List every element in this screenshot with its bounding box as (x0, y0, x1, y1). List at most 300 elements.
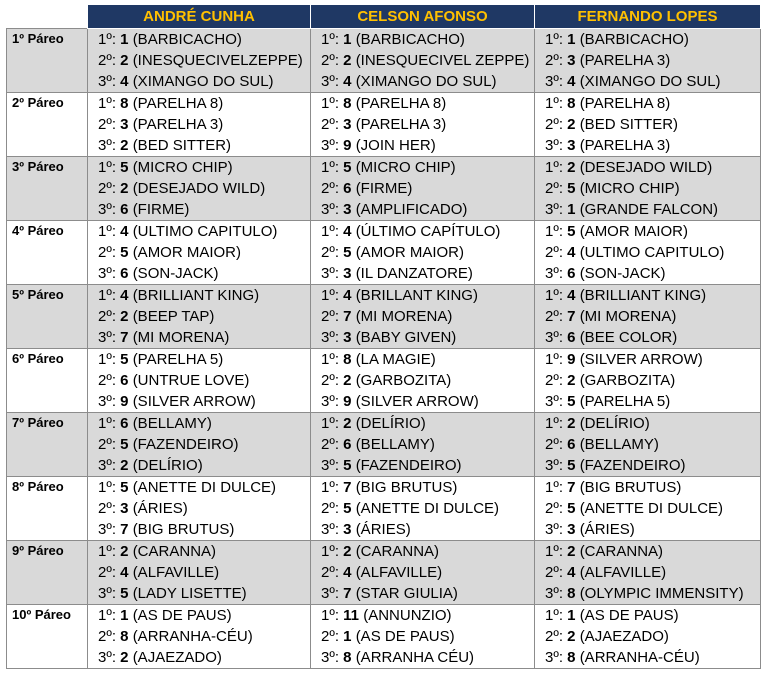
horse-name: (SILVER ARROW) (355, 393, 479, 410)
horse-number: 2 (120, 180, 129, 197)
horse-number: 2 (120, 137, 129, 154)
horse-number: 6 (343, 436, 352, 453)
horse-number: 1 (567, 31, 576, 48)
horse-name: (AS DE PAUS) (132, 607, 232, 624)
horse-name: (MICRO CHIP) (132, 159, 233, 176)
horse-number: 5 (343, 500, 352, 517)
horse-number: 5 (120, 436, 129, 453)
race-label: 9º Páreo (7, 541, 88, 605)
position-label: 3º: (321, 265, 339, 282)
pick-cell (311, 221, 535, 285)
position-label: 2º: (545, 372, 563, 389)
table-row (7, 349, 761, 413)
position-label: 1º: (98, 287, 116, 304)
position-label: 1º: (321, 543, 339, 560)
position-label: 1º: (98, 479, 116, 496)
pick-line (535, 434, 760, 455)
position-label: 2º: (98, 180, 116, 197)
horse-number: 6 (120, 415, 129, 432)
horse-number: 4 (343, 564, 352, 581)
horse-number: 5 (120, 244, 129, 261)
horse-name: (CARANNA) (355, 543, 440, 560)
horse-name: (ULTIMO CAPITULO) (132, 223, 278, 240)
position-label: 2º: (321, 308, 339, 325)
pick-line (88, 477, 310, 498)
horse-name: (BABY GIVEN) (355, 329, 457, 346)
horse-number: 5 (567, 180, 576, 197)
pick-line (535, 605, 760, 626)
horse-name: (AMPLIFICADO) (355, 201, 468, 218)
horse-name: (BRILLIANT KING) (579, 287, 707, 304)
pick-line (535, 199, 760, 220)
table-row (7, 541, 761, 605)
horse-number: 3 (343, 329, 352, 346)
position-label: 2º: (545, 628, 563, 645)
horse-name: (AJAEZADO) (132, 649, 222, 666)
horse-name: (BARBICACHO) (355, 31, 465, 48)
position-label: 3º: (98, 73, 116, 90)
pick-line (311, 327, 534, 348)
horse-name: (DELÍRIO) (579, 415, 650, 432)
position-label: 2º: (98, 52, 116, 69)
horse-number: 2 (120, 52, 129, 69)
pick-line (88, 605, 310, 626)
pick-line (311, 306, 534, 327)
horse-number: 9 (120, 393, 129, 410)
pick-line (311, 647, 534, 668)
position-label: 3º: (321, 521, 339, 538)
horse-name: (DELÍRIO) (355, 415, 426, 432)
pick-line (311, 477, 534, 498)
horse-number: 2 (343, 415, 352, 432)
horse-number: 5 (567, 223, 576, 240)
pick-line (535, 242, 760, 263)
horse-name: (BELLAMY) (579, 436, 659, 453)
horse-name: (ANETTE DI DULCE) (132, 479, 277, 496)
horse-name: (FAZENDEIRO) (132, 436, 239, 453)
horse-number: 9 (343, 393, 352, 410)
position-label: 1º: (545, 415, 563, 432)
position-label: 1º: (545, 607, 563, 624)
horse-number: 7 (567, 479, 576, 496)
pick-cell (88, 605, 311, 669)
horse-number: 4 (120, 73, 129, 90)
position-label: 3º: (321, 137, 339, 154)
position-label: 1º: (98, 159, 116, 176)
pick-line (88, 327, 310, 348)
horse-number: 5 (567, 457, 576, 474)
horse-number: 1 (120, 607, 129, 624)
pick-line (311, 199, 534, 220)
pick-line (88, 647, 310, 668)
horse-number: 4 (120, 223, 129, 240)
position-label: 2º: (98, 564, 116, 581)
horse-name: (BED SITTER) (132, 137, 232, 154)
pick-line (535, 263, 760, 284)
position-label: 2º: (545, 180, 563, 197)
pick-line (535, 562, 760, 583)
position-label: 2º: (545, 564, 563, 581)
pick-line (535, 221, 760, 242)
horse-name: (SILVER ARROW) (579, 351, 703, 368)
pick-line (535, 498, 760, 519)
position-label: 3º: (321, 393, 339, 410)
horse-number: 2 (120, 457, 129, 474)
position-label: 3º: (98, 649, 116, 666)
position-label: 2º: (321, 116, 339, 133)
horse-name: (ANETTE DI DULCE) (355, 500, 500, 517)
race-label: 4º Páreo (7, 221, 88, 285)
pick-cell (88, 541, 311, 605)
horse-number: 8 (343, 95, 352, 112)
race-label: 10º Páreo (7, 605, 88, 669)
position-label: 2º: (545, 308, 563, 325)
horse-name: (CARANNA) (579, 543, 664, 560)
table-header (7, 5, 761, 29)
horse-number: 5 (567, 500, 576, 517)
pick-line (311, 455, 534, 476)
horse-number: 5 (343, 244, 352, 261)
pick-line (88, 562, 310, 583)
pick-line (535, 626, 760, 647)
horse-number: 5 (343, 457, 352, 474)
pick-line (535, 285, 760, 306)
pick-line (88, 199, 310, 220)
pick-line (311, 541, 534, 562)
pick-line (535, 391, 760, 412)
pick-line (535, 647, 760, 668)
position-label: 1º: (321, 31, 339, 48)
horse-number: 7 (343, 479, 352, 496)
pick-line (311, 71, 534, 92)
pick-line (311, 434, 534, 455)
pick-line (88, 519, 310, 540)
pick-line (311, 562, 534, 583)
pick-cell (535, 413, 761, 477)
pick-cell (88, 157, 311, 221)
position-label: 1º: (321, 95, 339, 112)
horse-name: (BIG BRUTUS) (579, 479, 682, 496)
pick-cell (88, 221, 311, 285)
horse-number: 4 (567, 244, 576, 261)
position-label: 2º: (545, 500, 563, 517)
position-label: 1º: (98, 31, 116, 48)
position-label: 2º: (321, 244, 339, 261)
pick-line (535, 50, 760, 71)
horse-name: (XIMANGO DO SUL) (355, 73, 497, 90)
header-celson-afonso: CELSON AFONSO (311, 5, 535, 29)
horse-number: 5 (567, 393, 576, 410)
horse-name: (GARBOZITA) (579, 372, 676, 389)
horse-name: (MI MORENA) (132, 329, 230, 346)
position-label: 1º: (98, 95, 116, 112)
position-label: 1º: (321, 159, 339, 176)
pick-line (311, 263, 534, 284)
horse-number: 5 (120, 159, 129, 176)
pick-line (311, 242, 534, 263)
horse-name: (AS DE PAUS) (579, 607, 679, 624)
position-label: 1º: (321, 223, 339, 240)
horse-number: 6 (120, 265, 129, 282)
horse-name: (PARELHA 8) (132, 95, 224, 112)
horse-name: (UNTRUE LOVE) (132, 372, 250, 389)
position-label: 2º: (98, 436, 116, 453)
horse-number: 5 (343, 159, 352, 176)
horse-number: 3 (567, 52, 576, 69)
position-label: 3º: (321, 329, 339, 346)
horse-number: 4 (343, 223, 352, 240)
position-label: 3º: (98, 393, 116, 410)
position-label: 2º: (98, 308, 116, 325)
pick-cell (535, 477, 761, 541)
position-label: 3º: (545, 393, 563, 410)
position-label: 3º: (545, 521, 563, 538)
pick-line (311, 285, 534, 306)
position-label: 2º: (321, 500, 339, 517)
horse-name: (BEEP TAP) (132, 308, 215, 325)
pick-line (88, 242, 310, 263)
race-label: 2º Páreo (7, 93, 88, 157)
horse-number: 8 (567, 95, 576, 112)
horse-number: 4 (120, 287, 129, 304)
horse-number: 3 (567, 521, 576, 538)
horse-number: 8 (343, 649, 352, 666)
pick-cell (88, 413, 311, 477)
table-body (7, 29, 761, 669)
pick-cell (535, 93, 761, 157)
pick-cell (311, 413, 535, 477)
table-row (7, 157, 761, 221)
position-label: 1º: (98, 351, 116, 368)
horse-name: (MI MORENA) (579, 308, 677, 325)
table-row (7, 285, 761, 349)
horse-name: (ANNUNZIO) (363, 607, 452, 624)
horse-name: (PARELHA 5) (579, 393, 671, 410)
pick-line (311, 114, 534, 135)
horse-name: (MI MORENA) (355, 308, 453, 325)
position-label: 3º: (98, 201, 116, 218)
horse-name: (ARRANHA-CÉU) (579, 649, 700, 666)
horse-number: 3 (343, 521, 352, 538)
horse-number: 4 (120, 564, 129, 581)
race-label: 8º Páreo (7, 477, 88, 541)
pick-line (88, 178, 310, 199)
position-label: 1º: (321, 415, 339, 432)
position-label: 2º: (321, 436, 339, 453)
horse-name: (PARELHA 8) (355, 95, 447, 112)
horse-number: 2 (120, 543, 129, 560)
race-label: 5º Páreo (7, 285, 88, 349)
horse-name: (ARRANHA-CÉU) (132, 628, 253, 645)
position-label: 3º: (545, 585, 563, 602)
position-label: 2º: (545, 116, 563, 133)
pick-line (88, 541, 310, 562)
horse-number: 5 (120, 351, 129, 368)
horse-name: (ÁRIES) (132, 500, 188, 517)
horse-number: 1 (567, 607, 576, 624)
position-label: 1º: (545, 287, 563, 304)
horse-name: (AMOR MAIOR) (355, 244, 465, 261)
horse-name: (PARELHA 3) (579, 137, 671, 154)
horse-number: 2 (120, 649, 129, 666)
race-label: 7º Páreo (7, 413, 88, 477)
position-label: 1º: (321, 287, 339, 304)
horse-name: (BELLAMY) (355, 436, 435, 453)
horse-number: 3 (343, 116, 352, 133)
tips-table (6, 4, 761, 669)
position-label: 3º: (321, 585, 339, 602)
pick-line (311, 583, 534, 604)
pick-line (88, 71, 310, 92)
horse-name: (BIG BRUTUS) (355, 479, 458, 496)
pick-cell (311, 477, 535, 541)
position-label: 2º: (98, 500, 116, 517)
position-label: 2º: (321, 52, 339, 69)
horse-number: 8 (120, 95, 129, 112)
pick-line (88, 29, 310, 50)
pick-line (535, 541, 760, 562)
horse-number: 6 (567, 436, 576, 453)
pick-line (535, 370, 760, 391)
pick-cell (88, 349, 311, 413)
position-label: 1º: (545, 223, 563, 240)
pick-line (311, 605, 534, 626)
horse-name: (INESQUECIVEL ZEPPE) (355, 52, 530, 69)
horse-number: 2 (567, 543, 576, 560)
pick-cell (311, 29, 535, 93)
race-label: 6º Páreo (7, 349, 88, 413)
pick-line (311, 135, 534, 156)
horse-number: 4 (567, 287, 576, 304)
horse-number: 8 (567, 585, 576, 602)
pick-cell (88, 285, 311, 349)
pick-line (535, 71, 760, 92)
table-row (7, 29, 761, 93)
pick-line (88, 370, 310, 391)
pick-line (535, 349, 760, 370)
horse-name: (ULTIMO CAPITULO) (579, 244, 725, 261)
position-label: 3º: (321, 73, 339, 90)
horse-number: 7 (120, 521, 129, 538)
pick-cell (88, 477, 311, 541)
pick-line (311, 349, 534, 370)
horse-number: 1 (343, 31, 352, 48)
race-label: 3º Páreo (7, 157, 88, 221)
position-label: 2º: (98, 116, 116, 133)
horse-name: (BELLAMY) (132, 415, 212, 432)
position-label: 2º: (545, 52, 563, 69)
horse-number: 1 (120, 31, 129, 48)
horse-number: 8 (120, 628, 129, 645)
pick-line (88, 306, 310, 327)
pick-line (88, 221, 310, 242)
horse-name: (DELÍRIO) (132, 457, 203, 474)
horse-name: (PARELHA 3) (579, 52, 671, 69)
horse-name: (ALFAVILLE) (355, 564, 443, 581)
position-label: 1º: (545, 479, 563, 496)
position-label: 1º: (545, 543, 563, 560)
position-label: 3º: (545, 329, 563, 346)
horse-name: (ÚLTIMO CAPÍTULO) (355, 223, 501, 240)
pick-line (311, 221, 534, 242)
position-label: 1º: (98, 415, 116, 432)
pick-line (88, 583, 310, 604)
horse-name: (SON-JACK) (579, 265, 666, 282)
position-label: 1º: (321, 607, 339, 624)
horse-number: 2 (343, 543, 352, 560)
horse-name: (BIG BRUTUS) (132, 521, 235, 538)
horse-name: (DESEJADO WILD) (132, 180, 266, 197)
position-label: 3º: (545, 649, 563, 666)
pick-line (535, 519, 760, 540)
pick-line (535, 114, 760, 135)
pick-line (535, 157, 760, 178)
horse-number: 9 (343, 137, 352, 154)
position-label: 2º: (98, 244, 116, 261)
pick-line (88, 434, 310, 455)
horse-name: (LADY LISETTE) (132, 585, 247, 602)
position-label: 2º: (321, 180, 339, 197)
pick-cell (311, 605, 535, 669)
pick-line (535, 29, 760, 50)
horse-number: 2 (567, 116, 576, 133)
horse-number: 6 (120, 201, 129, 218)
position-label: 1º: (321, 351, 339, 368)
horse-number: 11 (343, 607, 360, 624)
horse-number: 3 (120, 116, 129, 133)
horse-name: (STAR GIULIA) (355, 585, 458, 602)
position-label: 1º: (545, 95, 563, 112)
pick-line (311, 370, 534, 391)
pick-line (535, 93, 760, 114)
position-label: 2º: (545, 436, 563, 453)
pick-line (88, 135, 310, 156)
position-label: 3º: (321, 457, 339, 474)
horse-name: (ALFAVILLE) (579, 564, 667, 581)
position-label: 1º: (545, 31, 563, 48)
pick-line (311, 413, 534, 434)
horse-number: 2 (120, 308, 129, 325)
table-row (7, 221, 761, 285)
position-label: 1º: (98, 607, 116, 624)
horse-number: 3 (567, 137, 576, 154)
horse-name: (XIMANGO DO SUL) (132, 73, 274, 90)
table-row (7, 413, 761, 477)
horse-name: (ÁRIES) (579, 521, 635, 538)
horse-number: 2 (343, 372, 352, 389)
pick-line (88, 455, 310, 476)
horse-name: (OLYMPIC IMMENSITY) (579, 585, 744, 602)
position-label: 3º: (98, 137, 116, 154)
horse-number: 5 (120, 585, 129, 602)
horse-number: 4 (343, 73, 352, 90)
horse-number: 2 (567, 415, 576, 432)
pick-line (88, 349, 310, 370)
horse-name: (PARELHA 3) (355, 116, 447, 133)
pick-line (311, 391, 534, 412)
pick-cell (311, 349, 535, 413)
pick-cell (535, 349, 761, 413)
pick-line (535, 583, 760, 604)
header-corner (7, 5, 88, 29)
position-label: 3º: (321, 201, 339, 218)
pick-line (88, 50, 310, 71)
horse-number: 6 (567, 329, 576, 346)
horse-name: (CARANNA) (132, 543, 217, 560)
table-row (7, 93, 761, 157)
header-fernando-lopes: FERNANDO LOPES (535, 5, 761, 29)
horse-name: (GRANDE FALCON) (579, 201, 719, 218)
